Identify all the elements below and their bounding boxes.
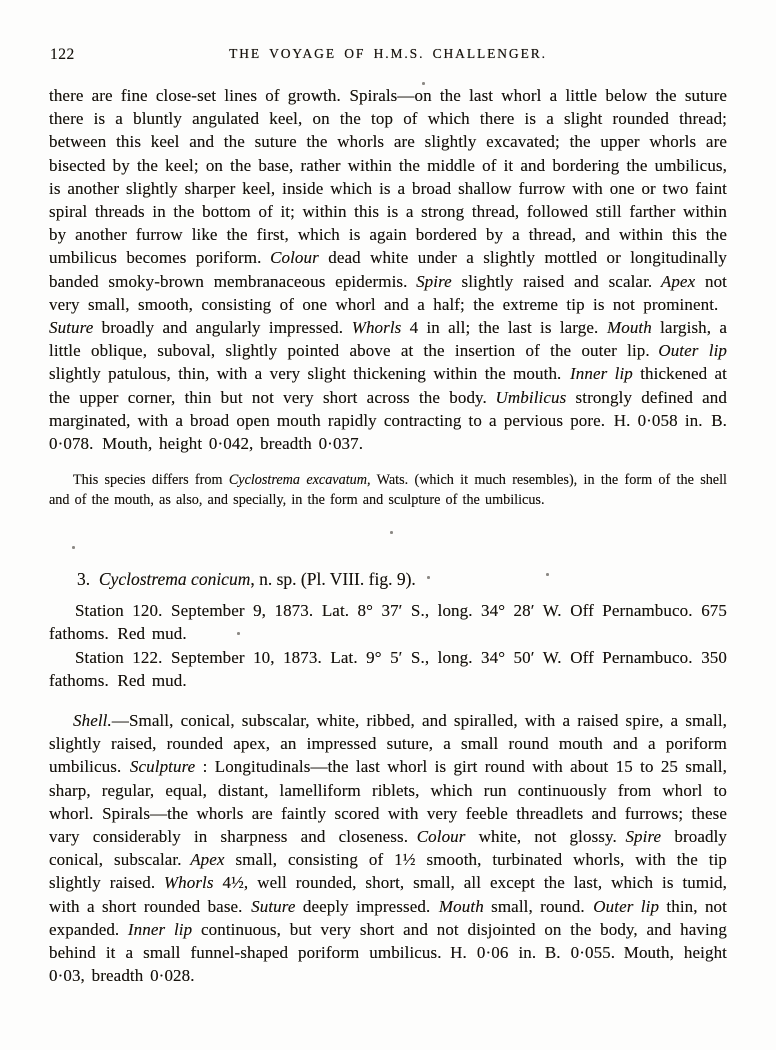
continuation-paragraph: there are fine close-set lines of growth. Spirals—on the last whorl a little below the suture there is a bluntly angulated keel, on the top of which there is a slight rounded thread; between this keel and the suture the whorls are slightly excavated; the upper whorls are bisected by the keel; on the base, rather within the middle of it and bordering the umbilicus, is another slightly sharper keel, inside which is a broad shallow furrow with one or two faint spiral threads in the bottom of it; within this is a strong thread, followed still farther within by another furrow like the first, which is again bordered by a thread, and within this the umbilicus becomes poriform. Colour dead white under a slightly mottled or longitudinally banded smoky-brown membranaceous epidermis. Spire slightly raised and scalar. Apex not very small, smooth, consisting of one whorl and a half; the extreme tip is not prominent. Suture broadly and angularly impressed. Whorls 4 in all; the last is large. Mouth largish, a little oblique, suboval, slightly pointed above at the insertion of the outer lip. Outer lip slightly patulous, thin, with a very slight thickening within the mouth. Inner lip thickened at the upper corner, thin but not very short across the body. Umbilicus strongly defined and marginated, with a broad open mouth rapidly contracting to a pervious pore. H. 0·058 in. B. 0·078. Mouth, height 0·042, breadth 0·037. bbox=[49, 86, 728, 454]
comparison-note: This species differs from Cyclostrema excavatum, Wats. (which it much resembles), in the form of the shell and of the mouth, as also, and specially, in the form and sculpture of the umbilicus. bbox=[49, 472, 727, 509]
station-entry-122: Station 122. September 10, 1873. Lat. 9° 5′ S., long. 34° 50′ W. Off Pernambuco. 350 fathoms. Red mud. bbox=[49, 647, 727, 690]
scan-speckle bbox=[237, 632, 240, 635]
page-header bbox=[49, 46, 727, 63]
page-number: 122 bbox=[50, 46, 75, 63]
shell-description-paragraph: Shell.—Small, conical, subscalar, white, ribbed, and spiralled, with a raised spire, a small, slightly raised, rounded apex, an impressed suture, a small round mouth and a poriform umbilicus. Sculpture : Longitudinals—the last whorl is girt round with about 15 to 25 small, sharp, regular, equal, distant, lamelliform riblets, which run continuously from whorl to whorl. Spirals—the whorls are faintly scored with very feeble threadlets and furrows; these vary considerably in sharpness and closeness. Colour white, not glossy. Spire broadly conical, subscalar. Apex small, consisting of 1½ smooth, turbinated whorls, with the tip slightly raised. Whorls 4½, well rounded, short, small, all except the last, which is tumid, with a short rounded base. Suture deeply impressed. Mouth small, round. Outer lip thin, not expanded. Inner lip continuous, but very short and not disjointed on the body, and having behind it a small funnel-shaped poriform umbilicus. H. 0·06 in. B. 0·055. Mouth, height 0·03, breadth 0·028. bbox=[49, 711, 728, 986]
species-heading: 3. Cyclostrema conicum, n. sp. (Pl. VIII. fig. 9). bbox=[77, 569, 416, 590]
scan-speckle bbox=[422, 82, 425, 85]
scan-speckle bbox=[427, 576, 430, 579]
scan-speckle bbox=[390, 531, 393, 534]
scan-speckle bbox=[72, 546, 75, 549]
station-entry-120: Station 120. September 9, 1873. Lat. 8° 37′ S., long. 34° 28′ W. Off Pernambuco. 675 fathoms. Red mud. bbox=[49, 601, 727, 644]
scan-speckle bbox=[546, 573, 549, 576]
page-body bbox=[49, 84, 727, 988]
running-title: THE VOYAGE OF H.M.S. CHALLENGER. bbox=[229, 46, 547, 61]
